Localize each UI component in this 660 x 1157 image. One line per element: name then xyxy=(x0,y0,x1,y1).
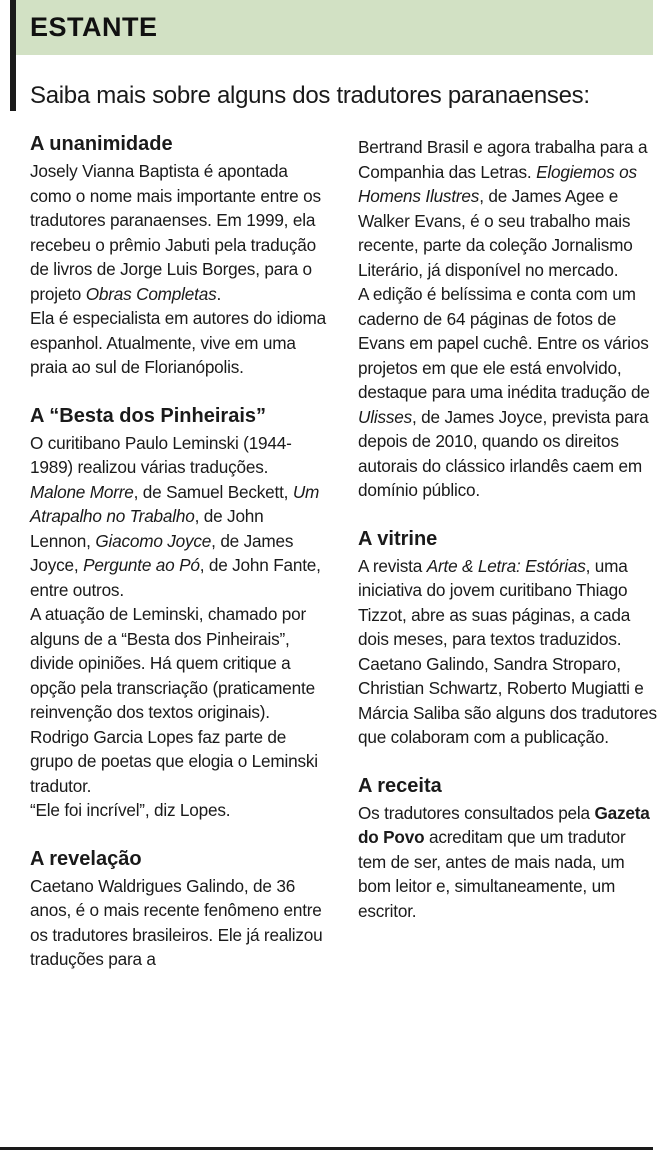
text-run: O curitibano Paulo Leminski (1944-1989) realizou várias traduções. xyxy=(30,432,292,477)
paragraph-revelacao-2 xyxy=(358,282,658,503)
text-run: A revista xyxy=(358,555,427,576)
left-column xyxy=(30,130,326,972)
book-title: Obras Completas xyxy=(85,283,217,304)
text-run: Josely Vianna Baptista é apontada como o nome mais importante entre os tradutores paranaenses. Em 1999, ela recebeu o prêmio Jabuti pela tradução de livros de Jorge Luis Borges, para o projeto xyxy=(30,161,321,304)
section-title-estante: ESTANTE xyxy=(30,12,158,42)
book-title: Giacomo Joyce xyxy=(95,530,212,551)
heading-revelacao: A revelação xyxy=(30,847,142,870)
text-run: acreditam que um tradutor tem de ser, antes de mais nada, um bom leitor e, simultaneamente, um escritor. xyxy=(358,827,626,921)
text-run: , de Samuel Beckett, xyxy=(133,481,293,502)
heading-receita: A receita xyxy=(358,774,442,797)
left-accent-rule xyxy=(10,55,16,111)
paragraph-revelacao-1: Caetano Waldrigues Galindo, de 36 anos, é o mais recente fenômeno entre os tradutores brasileiros. Ele já realizou traduções para a xyxy=(30,875,323,969)
heading-unanimidade: A unanimidade xyxy=(30,133,173,155)
text-run: , de James Agee e Walker Evans, é o seu trabalho mais recente, parte da coleção Jornalismo Literário, já disponível no mercado. xyxy=(358,186,633,280)
text-run: A edição é belíssima e conta com um caderno de 64 páginas de fotos de Evans em papel cuchê. Entre os vários projetos em que ele está envolvido, destaque para uma inédita tradução de xyxy=(358,284,650,402)
right-column xyxy=(358,135,658,923)
text-run: , de John Fante, entre outros. xyxy=(30,555,321,600)
magazine-title: Arte & Letra: Estórias xyxy=(426,555,586,576)
text-run: Bertrand Brasil e agora trabalha para a Companhia das Letras. xyxy=(358,137,648,182)
book-title: Malone Morre xyxy=(30,481,134,502)
paragraph-receita-1 xyxy=(358,801,658,924)
text-run: Os tradutores consultados pela xyxy=(358,802,595,823)
text-run: , uma iniciativa do jovem curitibano Thiago Tizzot, abre as suas páginas, a cada dois meses, para textos traduzidos. Caetano Galindo, Sandra Stroparo, Christian Schwartz, Roberto Mugiatti e Márcia Saliba são alguns dos tradutores que colaboram com a publicação. xyxy=(358,555,657,747)
page-subtitle: Saiba mais sobre alguns dos tradutores paranaenses: xyxy=(30,82,590,109)
paragraph-besta-3: “Ele foi incrível”, diz Lopes. xyxy=(30,800,231,820)
paragraph-unanimidade-2: Ela é especialista em autores do idioma espanhol. Atualmente, vive em uma praia ao sul de Florianópolis. xyxy=(30,308,327,377)
text-run: , de James Joyce, prevista para depois de 2010, quando os direitos autorais do clássico irlandês caem em domínio público. xyxy=(358,406,649,500)
book-title: Elogiemos os Homens Ilustres xyxy=(358,161,637,206)
text-run: . xyxy=(216,283,222,304)
paragraph-unanimidade-1 xyxy=(30,159,326,306)
paragraph-besta-1 xyxy=(30,431,326,603)
book-title: Ulisses xyxy=(358,406,412,427)
paragraph-besta-2: A atuação de Leminski, chamado por alguns de a “Besta dos Pinheirais”, divide opiniões. Há quem critique a opção pela transcriação (praticamente reinvenção dos textos originais). Rodrigo Garcia Lopes faz parte de grupo de poetas que elogia o Leminski tradutor. xyxy=(30,604,318,796)
text-run: , de John Lennon, xyxy=(30,506,264,551)
heading-vitrine: A vitrine xyxy=(358,527,438,550)
book-title: Pergunte ao Pó xyxy=(83,555,200,575)
section-header xyxy=(10,0,653,55)
paragraph-vitrine-1 xyxy=(358,554,658,750)
heading-besta: A “Besta dos Pinheirais” xyxy=(30,404,266,427)
newspaper-name: Gazeta do Povo xyxy=(358,802,650,847)
bottom-rule xyxy=(0,1147,653,1150)
book-title: Um Atrapalho no Trabalho xyxy=(30,481,320,526)
text-run: , de James Joyce, xyxy=(30,530,294,575)
paragraph-revelacao-1-continued xyxy=(358,135,658,282)
